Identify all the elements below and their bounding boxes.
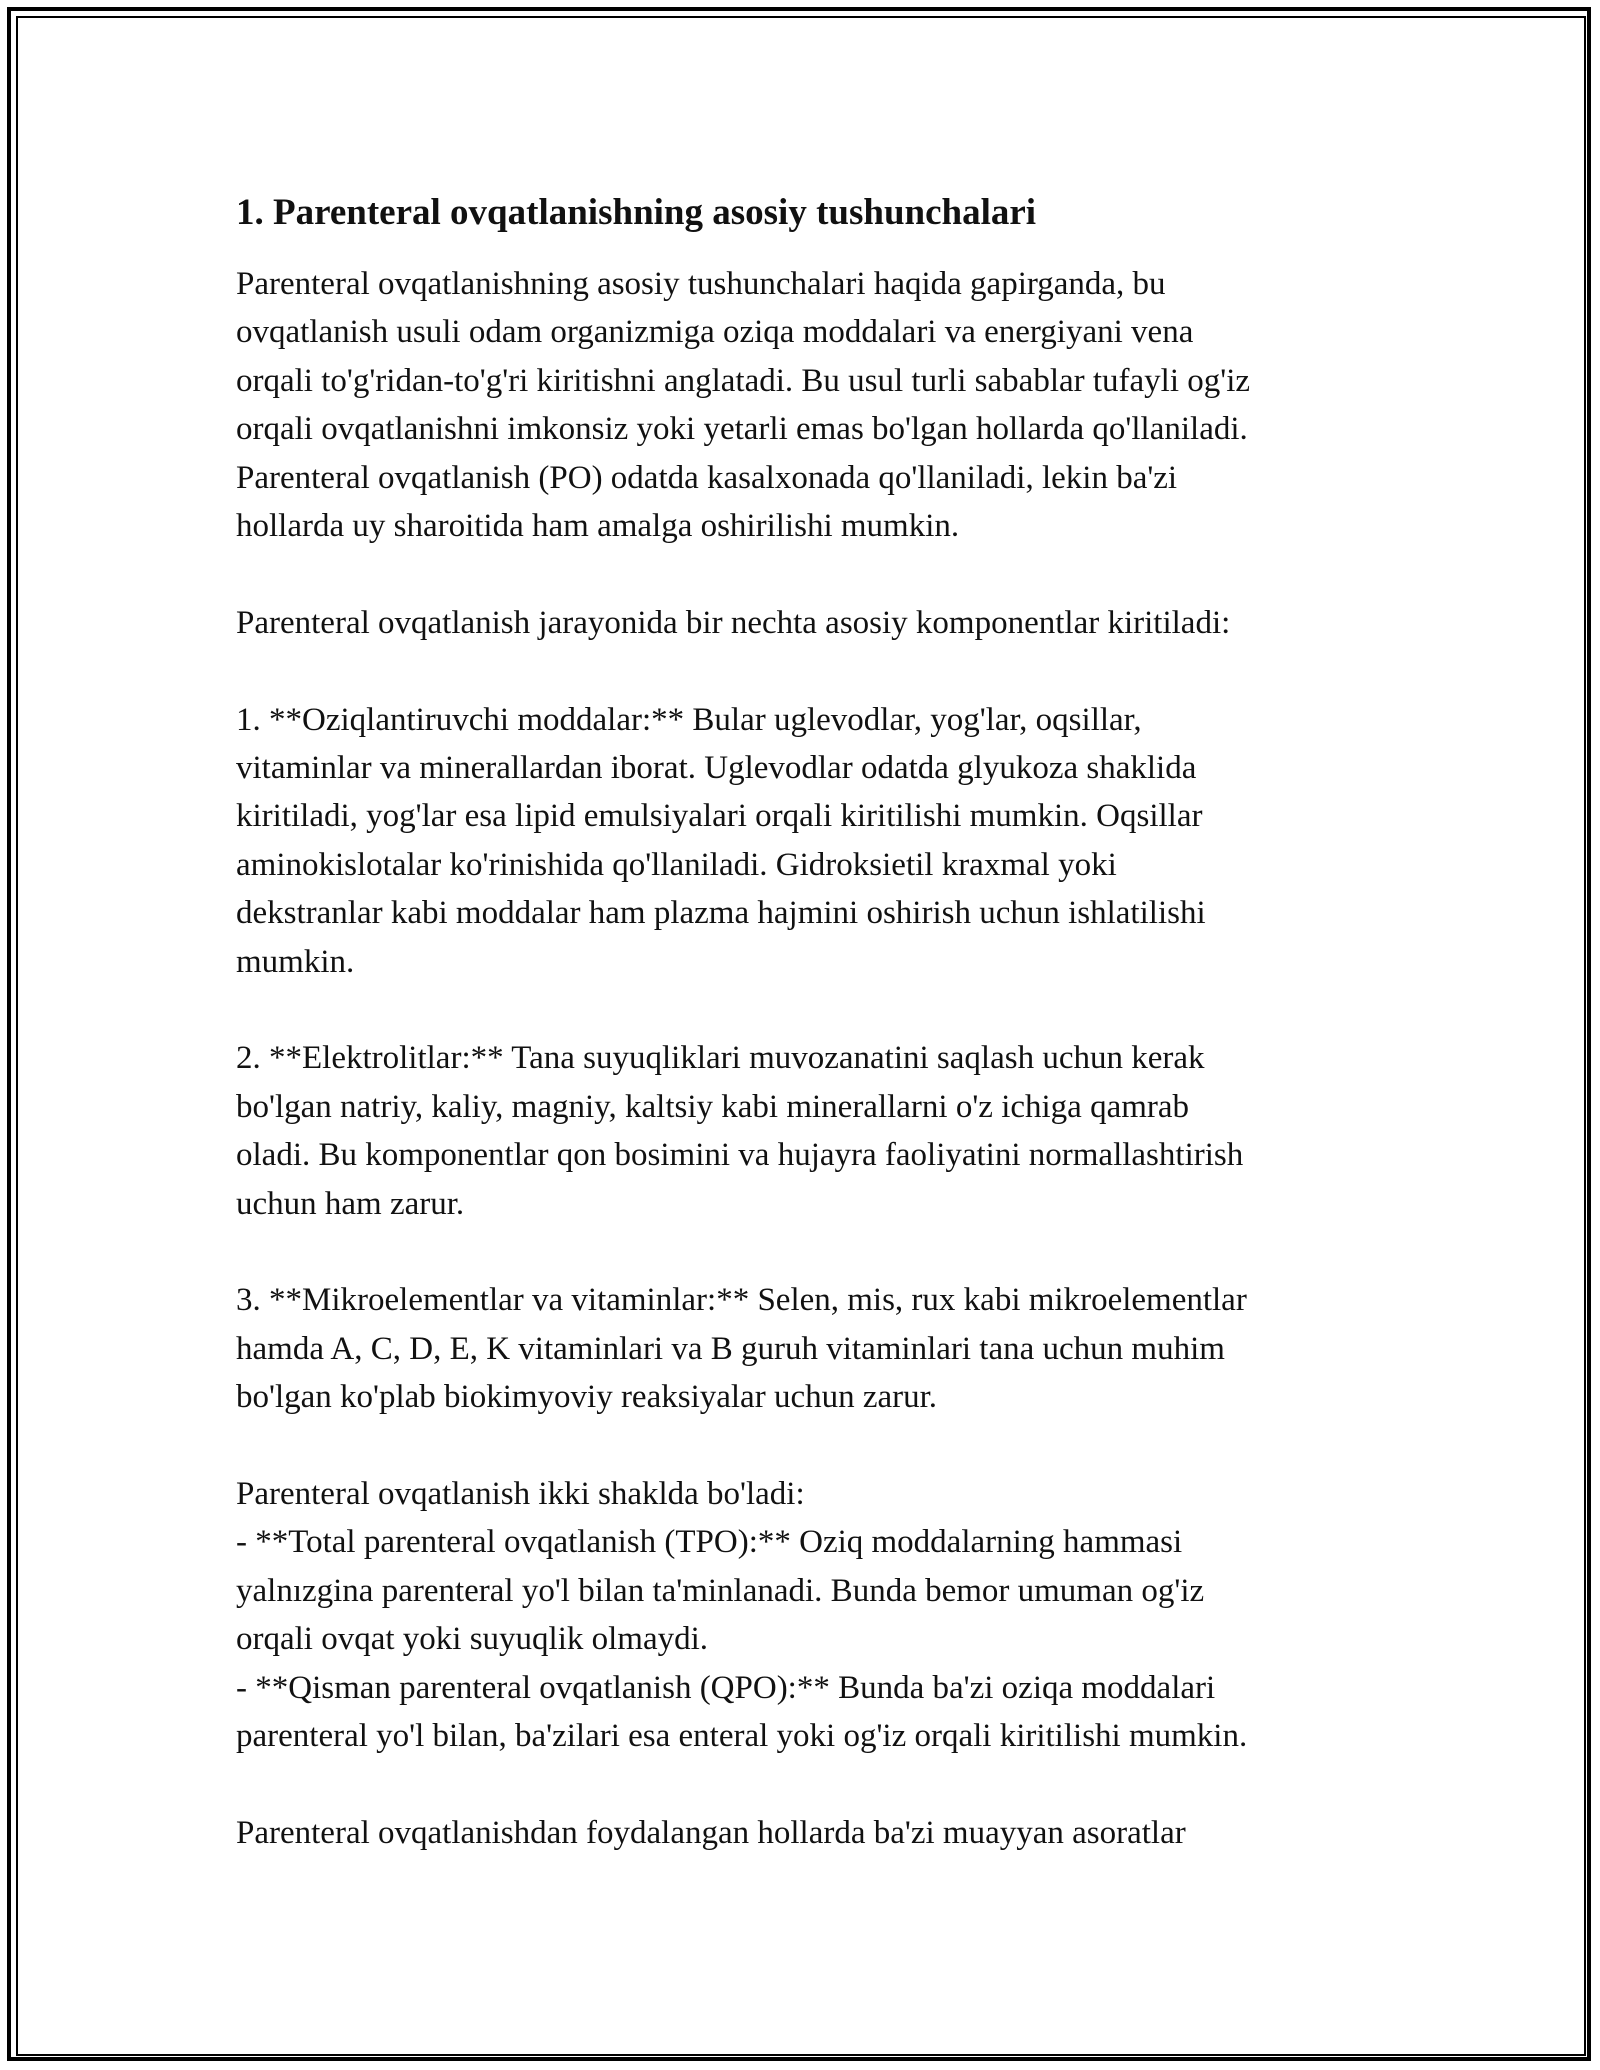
- text-line: 2. **Elektrolitlar:** Tana suyuqliklari muvozanatini saqlash uchun kerak: [236, 1040, 1205, 1077]
- text-line: hamda A, C, D, E, K vitaminlari va B guruh vitaminlari tana uchun muhim: [236, 1330, 1225, 1367]
- text-line: kiritiladi, yog'lar esa lipid emulsiyalari orqali kiritilishi mumkin. Oqsillar: [236, 798, 1203, 835]
- text-line: bo'lgan natriy, kaliy, magniy, kaltsiy kabi minerallarni o'z ichiga qamrab: [236, 1088, 1190, 1125]
- paragraph-components-intro: [236, 599, 1386, 647]
- text-line: 3. **Mikroelementlar va vitaminlar:** Selen, mis, rux kabi mikroelementlar: [236, 1282, 1247, 1319]
- text-line: Parenteral ovqatlanish ikki shaklda bo'ladi:: [236, 1476, 805, 1513]
- document-body: [236, 188, 1386, 1906]
- text-line: orqali to'g'ridan-to'g'ri kiritishni anglatadi. Bu usul turli sabablar tufayli og'iz: [236, 362, 1251, 399]
- text-line: - **Total parenteral ovqatlanish (TPO):** Oziq moddalarning hammasi: [236, 1524, 1183, 1561]
- text-line: Parenteral ovqatlanish (PO) odatda kasalxonada qo'llaniladi, lekin ba'zi: [236, 459, 1178, 496]
- paragraph-forms: [236, 1470, 1386, 1760]
- paragraph-microelements: [236, 1276, 1386, 1421]
- paragraph-intro: [236, 260, 1386, 550]
- text-line: Parenteral ovqatlanishdan foydalangan hollarda ba'zi muayyan asoratlar: [236, 1814, 1186, 1851]
- text-line: hollarda uy sharoitida ham amalga oshirilishi mumkin.: [236, 508, 960, 545]
- text-line: uchun ham zarur.: [236, 1185, 465, 1222]
- text-line: mumkin.: [236, 943, 355, 980]
- text-line: oladi. Bu komponentlar qon bosimini va hujayra faoliyatini normallashtirish: [236, 1137, 1244, 1174]
- text-line: vitaminlar va minerallardan iborat. Uglevodlar odatda glyukoza shaklida: [236, 750, 1197, 787]
- text-line: parenteral yo'l bilan, ba'zilari esa enteral yoki og'iz orqali kiritilishi mumkin.: [236, 1718, 1248, 1755]
- text-line: dekstranlar kabi moddalar ham plazma hajmini oshirish uchun ishlatilishi: [236, 895, 1206, 932]
- text-line: ovqatlanish usuli odam organizmiga oziqa moddalari va energiyani vena: [236, 314, 1194, 351]
- paragraph-complications: [236, 1809, 1386, 1857]
- text-line: 1. **Oziqlantiruvchi moddalar:** Bular uglevodlar, yog'lar, oqsillar,: [236, 701, 1142, 738]
- paragraph-electrolytes: [236, 1034, 1386, 1228]
- text-line: aminokislotalar ko'rinishida qo'llaniladi. Gidroksietil kraxmal yoki: [236, 846, 1117, 883]
- text-line: yalnızgina parenteral yo'l bilan ta'minlanadi. Bunda bemor umuman og'iz: [236, 1572, 1205, 1609]
- text-line: - **Qisman parenteral ovqatlanish (QPO):** Bunda ba'zi oziqa moddalari: [236, 1669, 1216, 1706]
- section-title: 1. Parenteral ovqatlanishning asosiy tushunchalari: [236, 192, 1037, 233]
- paragraph-nutrients: [236, 696, 1386, 986]
- text-line: Parenteral ovqatlanishning asosiy tushunchalari haqida gapirganda, bu: [236, 266, 1166, 302]
- text-line: orqali ovqat yoki suyuqlik olmaydi.: [236, 1621, 709, 1658]
- text-line: orqali ovqatlanishni imkonsiz yoki yetarli emas bo'lgan hollarda qo'llaniladi.: [236, 411, 1248, 448]
- text-line: bo'lgan ko'plab biokimyoviy reaksiyalar uchun zarur.: [236, 1379, 938, 1416]
- text-line: Parenteral ovqatlanish jarayonida bir nechta asosiy komponentlar kiritiladi:: [236, 604, 1231, 641]
